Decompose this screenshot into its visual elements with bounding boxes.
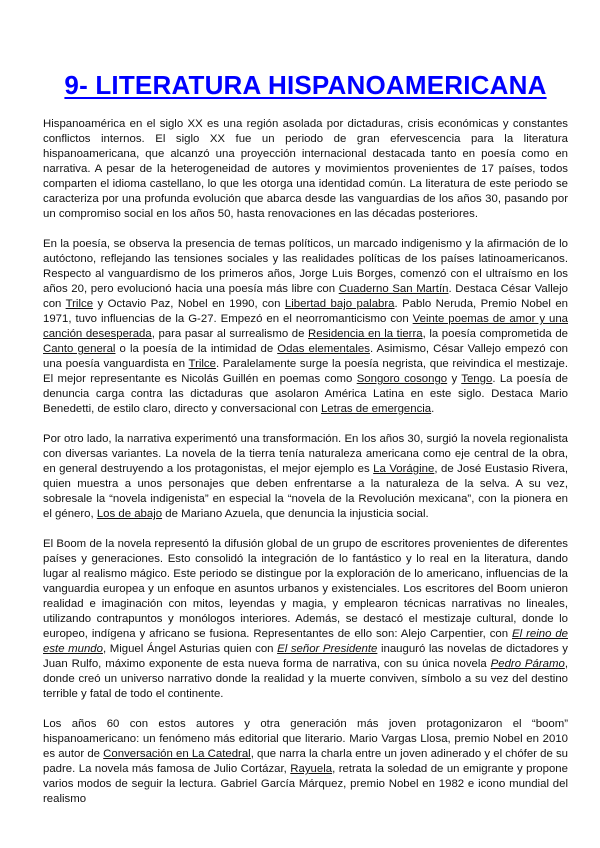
paragraph-text: Por otro lado, la narrativa experimentó una transformación. En los años 30, surgió la novela regionalista con diversas variantes. La novela de la tierra tenía naturaleza americana como eje central de la obra, en general destruyendo a los protagonistas, el mejor ejemplo es [43,433,568,475]
document-body [43,117,568,807]
work-title: Letras de emergencia [320,403,432,415]
paragraph [43,717,568,807]
paragraph-text: , la poesía comprometida de [422,328,568,340]
paragraph-text: . Paralelamente surge la poesía negrista, que reivindica el mestizaje. El mejor representante es Nicolás Guillén en poemas como [43,358,568,385]
paragraph-text: , Miguel Ángel Asturias quien con [102,643,278,655]
paragraph-text: . La poesía de denuncia carga contra las dictaduras que asolaron América Latina en este siglo. Destaca Mario Benedetti, de estilo claro, directo y conversacional con [43,373,568,415]
paragraph-text: y [447,373,462,385]
work-title: La Vorágine [373,463,435,475]
paragraph-text: El Boom de la novela representó la difusión global de un grupo de escritores provenientes de diferentes países y generaciones. Esto consolidó la integración de lo fantástico y lo real en la literatura, dando lugar al realismo mágico. Este periodo se distingue por la exploración de lo americano, influencias de la vanguardia europea y un enfoque en asuntos urbanos y existenciales. Los escritores del Boom unieron realidad e imaginación con mitos, leyendas y magia, y emplearon técnicas narrativas no lineales, utilizando contrapuntos y monólogos interiores. Además, se destacó el mestizaje cultural, donde lo europeo, indígena y africano se fusiona. Representantes de ello son: Alejo Carpentier, con [43,538,568,640]
paragraph-text: , que narra la charla entre un joven adinerado y el chófer de su padre. La novela más famosa de Julio Cortázar, [43,748,568,775]
page-title: 9- LITERATURA HISPANOAMERICANA [64,70,547,100]
paragraph-text: o la poesía de la intimidad de [115,343,278,355]
work-title-italic: Pedro Páramo [490,658,565,670]
paragraph-text: Hispanoamérica en el siglo XX es una región asolada por dictaduras, crisis económicas y constantes conflictos internos. El siglo XX fue un periodo de gran efervescencia para la literatura hispanoamericana, que alcanzó una proyección internacional destacada tanto en poesía como en narrativa. A pesar de la heterogeneidad de autores y movimientos provenientes de 17 países, todos comparten el idioma castellano, lo que les otorga una identidad común. La literatura de este periodo se caracteriza por una profunda evolución que abarca desde las vanguardias de los años 30, pasando por un compromiso social en los años 50, hasta renovaciones en las décadas posteriores. [43,118,568,220]
paragraph-text: En la poesía, se observa la presencia de temas políticos, un marcado indigenismo y la afirmación de lo autóctono, reflejando las tensiones sociales y las realidades políticas de los países latinoamericanos. Respecto al vanguardismo de los primeros años, Jorge Luis Borges, comenzó con el ultraísmo en los años 20, pero evolucionó hacia una poesía más libre con [43,238,568,295]
paragraph-text: Los años 60 con estos autores y otra generación más joven protagonizaron el “boom” hispanoamericano: un fenómeno más editorial que literario. Mario Vargas Llosa, premio Nobel en 2010 es autor de [43,718,568,760]
paragraph-text: . Pablo Neruda, Premio Nobel en 1971, tuvo influencias de la G-27. Empezó en el neorromanticismo con [43,298,569,325]
paragraph [43,117,568,222]
work-title: Trilce [188,358,216,370]
paragraph-text: , de José Eustasio Rivera, quien muestra a unos personajes que deben enfrentarse a la naturaleza de la selva. A su vez, sobresale la “novela indigenista” en especial la “novela de la Revolución mexicana”, con la pionera en el género, [43,463,569,520]
work-title-italic: El señor Presidente [277,643,378,655]
paragraph-text: , para pasar al surrealismo de [151,328,309,340]
work-title: Odas elementales [277,343,370,355]
work-title: Songoro cosongo [356,373,448,385]
paragraph-text: , donde creó un universo narrativo donde la realidad y la muerte conviven, símbolo a su vez del destino terrible y fatal de todo el continente. [43,658,568,700]
work-title: Tengo [461,373,493,385]
paragraph-text: . [431,403,435,415]
paragraph [43,432,568,522]
paragraph-text: y Octavio Paz, Nobel en 1990, con [93,298,285,310]
paragraph [43,237,568,417]
work-title: Conversación en La Catedral [103,748,251,760]
work-title: Veinte poemas de amor y una canción desesperada [43,313,568,340]
work-title-italic: El reino de este mundo [43,628,568,655]
paragraph [43,537,568,702]
document-page [43,70,568,822]
work-title: Libertad bajo palabra [284,298,395,310]
work-title: Los de abajo [96,508,163,520]
work-title: Canto general [43,343,116,355]
paragraph-text: de Mariano Azuela, que denuncia la injusticia social. [162,508,429,520]
work-title: Cuaderno San Martín [338,283,449,295]
work-title: Residencia en la tierra [308,328,423,340]
work-title: Rayuela [290,763,333,775]
paragraph-text: inauguró las novelas de dictadores y Juan Rulfo, máximo exponente de esta nueva forma de narrativa, con su única novela [43,643,568,670]
paragraph-text: . Destaca César Vallejo con [43,283,568,310]
paragraph-text: . Asimismo, César Vallejo empezó con una poesía vanguardista en [43,343,568,370]
work-title: Trilce [65,298,94,310]
paragraph-text: , retrata la soledad de un emigrante y propone varios modos de seguir la lectura. Gabriel García Márquez, premio Nobel en 1982 e icono mundial del realismo [43,763,568,805]
